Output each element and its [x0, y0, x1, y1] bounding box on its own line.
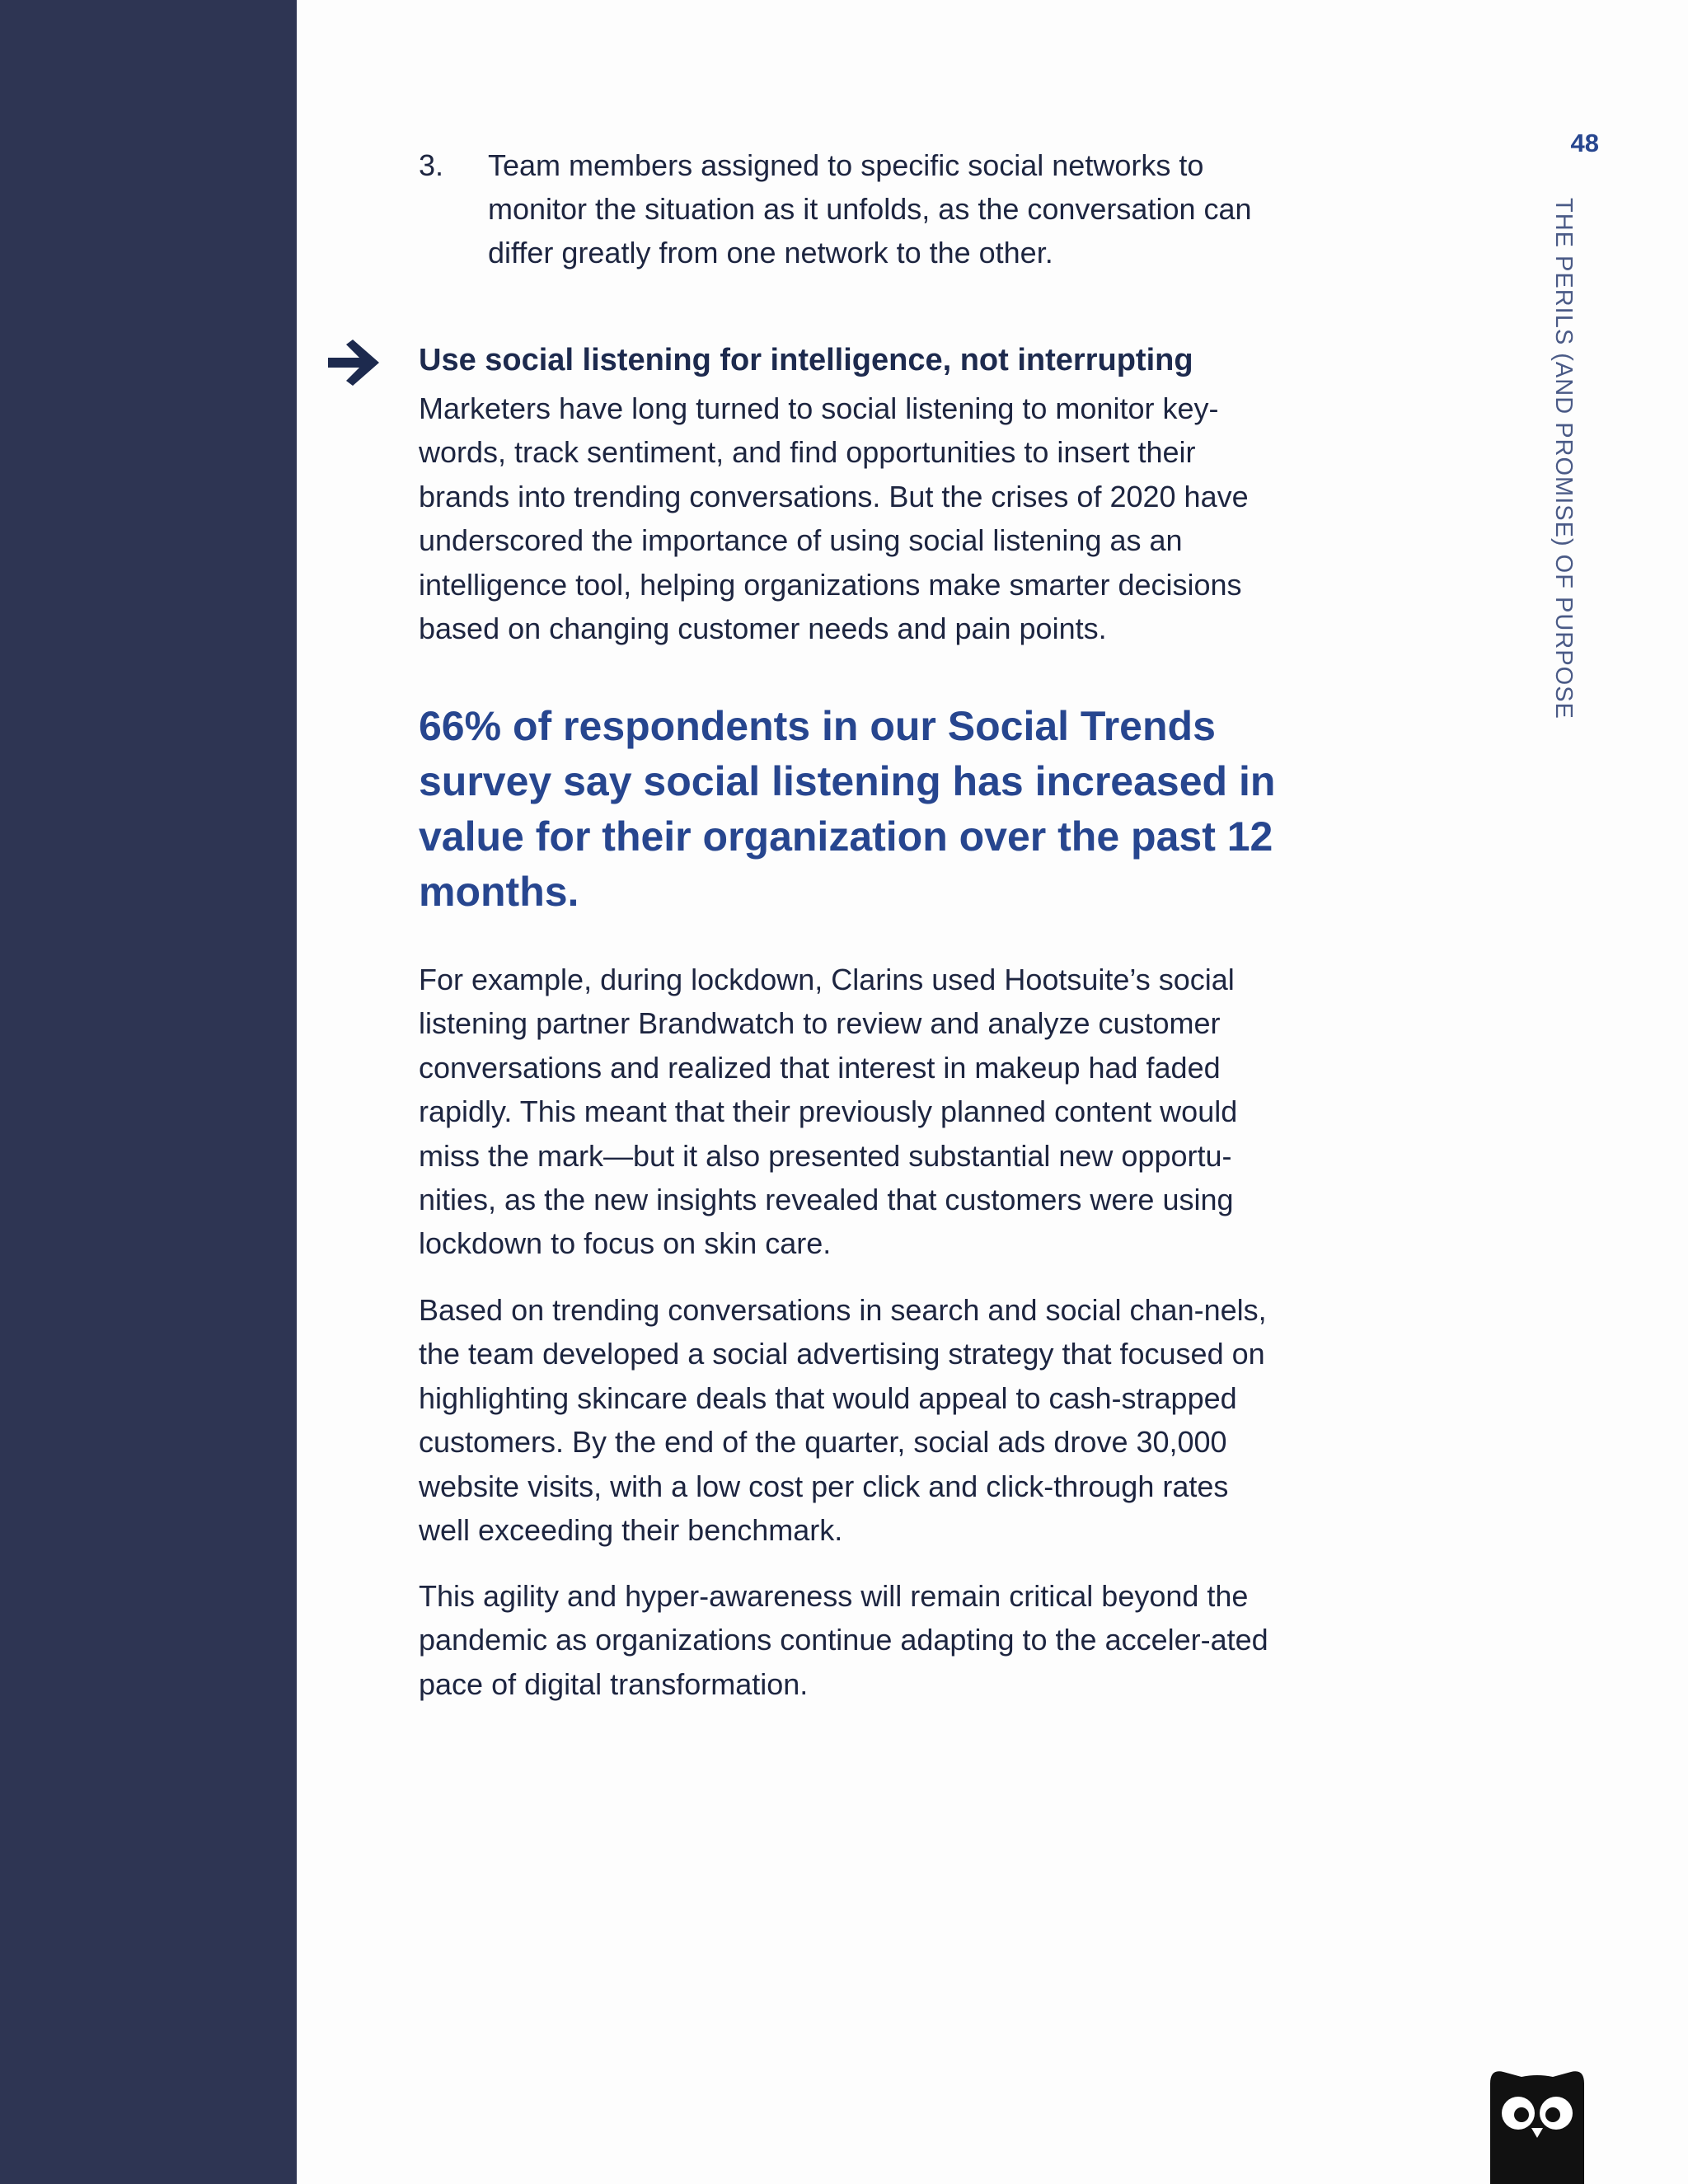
page-number: 48: [1570, 129, 1599, 157]
arrow-right-icon: [328, 340, 382, 386]
body-paragraph-2: Based on trending conversations in search and social chan-nels, the team developed a social advertising strategy that focused on highlighting skincare deals that would appeal to cash-strapped customers. By the end of the quarter, social ads drove 30,000 website visits, with a low cost per click and click-through rates well exceeding their benchmark.: [419, 1293, 1267, 1548]
left-sidebar-band: [0, 0, 297, 2184]
running-title: THE PERILS (AND PROMISE) OF PURPOSE: [1550, 198, 1577, 719]
body-paragraph-1: For example, during lockdown, Clarins used Hootsuite’s social listening partner Brandwatch to review and analyze customer conversations and realized that interest in makeup had faded rapidly. This meant that their previously planned content would miss the mark—but it also presented substantial new opportu-nities, as the new insights revealed that customers were using lockdown to focus on skin care.: [419, 963, 1238, 1261]
section-intro-paragraph: Marketers have long turned to social listening to monitor key-words, track sentiment, and find opportunities to insert their brands into trending conversations. But the crises of 2020 have underscored the importance of using social listening as an intelligence tool, helping organizations make smarter decisions based on changing customer needs and pain points.: [419, 391, 1249, 646]
list-item-number: 3.: [419, 148, 444, 182]
owl-logo-icon: [1484, 2067, 1591, 2184]
body-paragraph-3: This agility and hyper-awareness will remain critical beyond the pandemic as organizations continue adapting to the acceler-ated pace of digital transformation.: [419, 1579, 1268, 1701]
list-item-text: Team members assigned to specific social networks to monitor the situation as it unfolds, as the conversation can differ greatly from one network to the other.: [488, 148, 1252, 269]
section-heading: Use social listening for intelligence, not interrupting: [419, 343, 1193, 377]
callout-statistic: 66% of respondents in our Social Trends survey say social listening has increased in value for their organization over the past 12 months.: [419, 703, 1276, 915]
